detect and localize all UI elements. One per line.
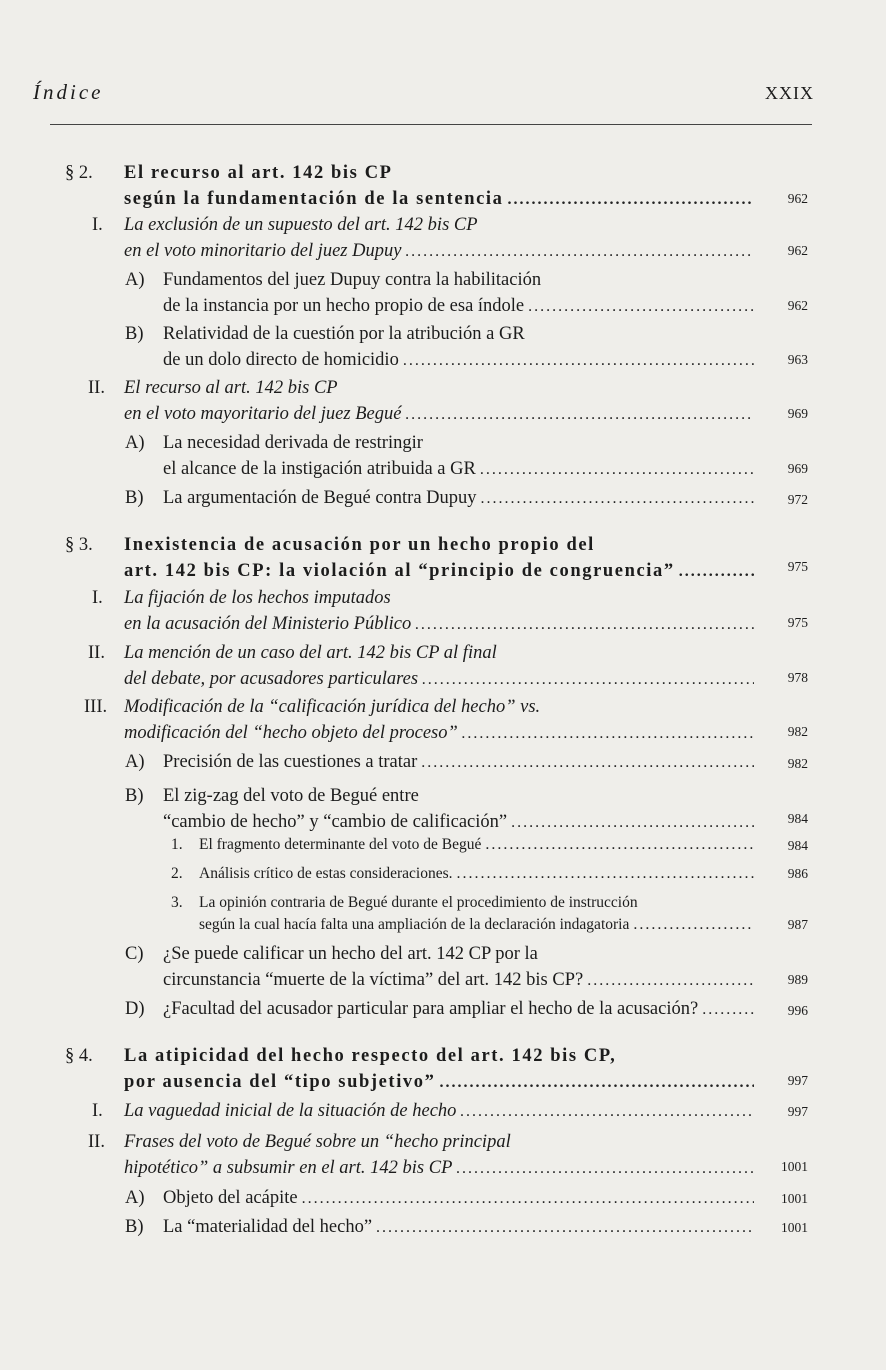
toc-label: B) (125, 488, 144, 508)
toc-entry (84, 694, 758, 747)
toc-title-line: La opinión contraria de Begué durante el procedimiento de instrucción (199, 894, 638, 911)
toc-page-number: 962 (787, 243, 808, 258)
toc-label: C) (125, 944, 144, 964)
toc-page-number: 987 (787, 917, 808, 932)
toc-title-line: La exclusión de un supuesto del art. 142 bis CP (124, 215, 478, 235)
toc-page-number: 982 (787, 724, 808, 739)
toc-label: B) (125, 786, 144, 806)
leader-dots (415, 612, 754, 638)
toc-label: A) (125, 433, 145, 453)
toc-label: A) (125, 1188, 145, 1208)
toc-subentry (171, 892, 758, 936)
leader-dots (511, 810, 754, 836)
toc-label: II. (88, 378, 105, 398)
toc-page-number: 997 (787, 1073, 808, 1088)
leader-dots (405, 239, 754, 265)
toc-label: D) (125, 999, 145, 1019)
toc-page-number: 963 (787, 352, 808, 367)
toc-title-line: Relatividad de la cuestión por la atribución a GR (163, 324, 525, 344)
toc-entry (125, 996, 758, 1023)
toc-page-number: 962 (787, 191, 808, 206)
toc-label: I. (92, 588, 103, 608)
toc-label: 3. (171, 894, 183, 911)
toc-entry (88, 1129, 758, 1182)
toc-title-line: Fundamentos del juez Dupuy contra la habilitación (163, 270, 542, 290)
toc-entry (125, 485, 758, 512)
leader-dots (587, 968, 754, 994)
toc-title-line: en el voto mayoritario del juez Begué (124, 404, 402, 424)
toc-entry (125, 941, 758, 994)
toc-page-number: 982 (787, 756, 808, 771)
page-number-roman: XXIX (765, 83, 814, 103)
leader-dots (405, 402, 754, 428)
leader-dots (403, 348, 754, 374)
leader-dots (439, 1070, 754, 1096)
toc-title-line: en la acusación del Ministerio Público (124, 614, 412, 634)
toc-title-line: La fijación de los hechos imputados (124, 588, 391, 608)
leader-dots (456, 1156, 754, 1182)
leader-dots (485, 834, 754, 856)
leader-dots (480, 457, 754, 483)
toc-label: 2. (171, 865, 183, 882)
toc-title-line: El fragmento determinante del voto de Begué (199, 836, 482, 853)
toc-title-line: Modificación de la “calificación jurídica del hecho” vs. (124, 697, 541, 717)
toc-page-number: 969 (787, 461, 808, 476)
toc-title-line: La vaguedad inicial de la situación de hecho (124, 1101, 457, 1121)
toc-page-number: 986 (787, 866, 808, 881)
leader-dots (462, 721, 754, 747)
toc-entry (125, 430, 758, 483)
toc-label: A) (125, 752, 145, 772)
toc-title-line: de un dolo directo de homicidio (163, 350, 399, 370)
toc-title-line: El recurso al art. 142 bis CP (124, 378, 338, 398)
toc-title-line: según la cual hacía falta una ampliación de la declaración indagatoria (199, 916, 630, 933)
toc-subentry (171, 834, 758, 856)
toc-title-line: Precisión de las cuestiones a tratar (163, 752, 418, 772)
toc-page-number: 1001 (781, 1159, 808, 1174)
toc-label: B) (125, 324, 144, 344)
toc-page-number: 972 (787, 492, 808, 507)
toc-label: B) (125, 1217, 144, 1237)
toc-entry (125, 1185, 758, 1212)
leader-dots (633, 914, 754, 936)
toc-entry (92, 585, 758, 638)
toc-entry (125, 267, 758, 320)
toc-title-line: El recurso al art. 142 bis CP (124, 163, 393, 183)
toc-page-number: 997 (787, 1104, 808, 1119)
toc-page-number: 975 (787, 615, 808, 630)
toc-page-number: 984 (787, 838, 808, 853)
toc-label: A) (125, 270, 145, 290)
toc-title-line: en el voto minoritario del juez Dupuy (124, 241, 402, 261)
toc-page-number: 975 (787, 559, 808, 574)
toc-entry (92, 1098, 758, 1125)
toc-page-number: 1001 (781, 1191, 808, 1206)
leader-dots (481, 486, 754, 512)
toc-title-line: Frases del voto de Begué sobre un “hecho principal (124, 1132, 511, 1152)
toc-page-number: 962 (787, 298, 808, 313)
leader-dots (376, 1215, 754, 1241)
toc-label: I. (92, 215, 103, 235)
toc-title-line: Análisis crítico de estas consideraciones. (199, 865, 453, 882)
toc-label: § 3. (65, 535, 93, 555)
toc-entry (88, 640, 758, 693)
toc-label: II. (88, 643, 105, 663)
toc-entry (125, 783, 758, 836)
toc-title-line: La argumentación de Begué contra Dupuy (163, 488, 477, 508)
toc-entry (125, 1214, 758, 1241)
leader-dots (702, 997, 754, 1023)
toc-page-number: 996 (787, 1003, 808, 1018)
toc-entry (92, 212, 758, 265)
toc-title-line: art. 142 bis CP: la violación al “principio de congruencia” (124, 561, 675, 581)
leader-dots (508, 187, 755, 213)
toc-title-line: “cambio de hecho” y “cambio de calificación” (163, 812, 508, 832)
toc-section-3 (65, 532, 758, 585)
toc-title-line: La “materialidad del hecho” (163, 1217, 373, 1237)
toc-title-line: ¿Facultad del acusador particular para ampliar el hecho de la acusación? (163, 999, 699, 1019)
toc-title-line: hipotético” a subsumir en el art. 142 bis CP (124, 1158, 453, 1178)
toc-page-number: 989 (787, 972, 808, 987)
toc-label: I. (92, 1101, 103, 1121)
toc-entry (88, 375, 758, 428)
toc-title-line: circunstancia “muerte de la víctima” del art. 142 bis CP? (163, 970, 584, 990)
toc-page-number: 978 (787, 670, 808, 685)
toc-title-line: el alcance de la instigación atribuida a GR (163, 459, 476, 479)
leader-dots (460, 1099, 754, 1125)
toc-title-line: La necesidad derivada de restringir (163, 433, 423, 453)
toc-title-line: ¿Se puede calificar un hecho del art. 142 CP por la (163, 944, 538, 964)
toc-title-line: según la fundamentación de la sentencia (124, 189, 504, 209)
toc-title-line: La atipicidad del hecho respecto del art. 142 bis CP, (124, 1046, 617, 1066)
toc-title-line: de la instancia por un hecho propio de esa índole (163, 296, 525, 316)
leader-dots (302, 1186, 754, 1212)
leader-dots (457, 863, 754, 885)
toc-title-line: por ausencia del “tipo subjetivo” (124, 1072, 436, 1092)
toc-page-number: 969 (787, 406, 808, 421)
toc-title-line: Objeto del acápite (163, 1188, 298, 1208)
running-header-title: Índice (33, 80, 104, 104)
toc-label: § 2. (65, 163, 93, 183)
toc-page-number: 984 (787, 811, 808, 826)
toc-title-line: El zig-zag del voto de Begué entre (163, 786, 419, 806)
toc-page-number: 1001 (781, 1220, 808, 1235)
toc-title-line: La mención de un caso del art. 142 bis CP al final (124, 643, 497, 663)
toc-section-4 (65, 1043, 758, 1096)
toc-subentry (171, 863, 758, 885)
leader-dots (528, 294, 754, 320)
toc-entry (125, 321, 758, 374)
toc-title-line: del debate, por acusadores particulares (124, 669, 419, 689)
toc-entry (125, 749, 758, 776)
toc-label: III. (84, 697, 108, 717)
leader-dots (421, 750, 754, 776)
toc-label: 1. (171, 836, 183, 853)
toc-label: § 4. (65, 1046, 93, 1066)
leader-dots (679, 559, 754, 585)
toc-section-2 (65, 160, 758, 213)
toc-label: II. (88, 1132, 105, 1152)
toc-title-line: Inexistencia de acusación por un hecho propio del (124, 535, 595, 555)
header-rule (50, 124, 812, 125)
toc-title-line: modificación del “hecho objeto del proceso” (124, 723, 458, 743)
leader-dots (422, 667, 754, 693)
